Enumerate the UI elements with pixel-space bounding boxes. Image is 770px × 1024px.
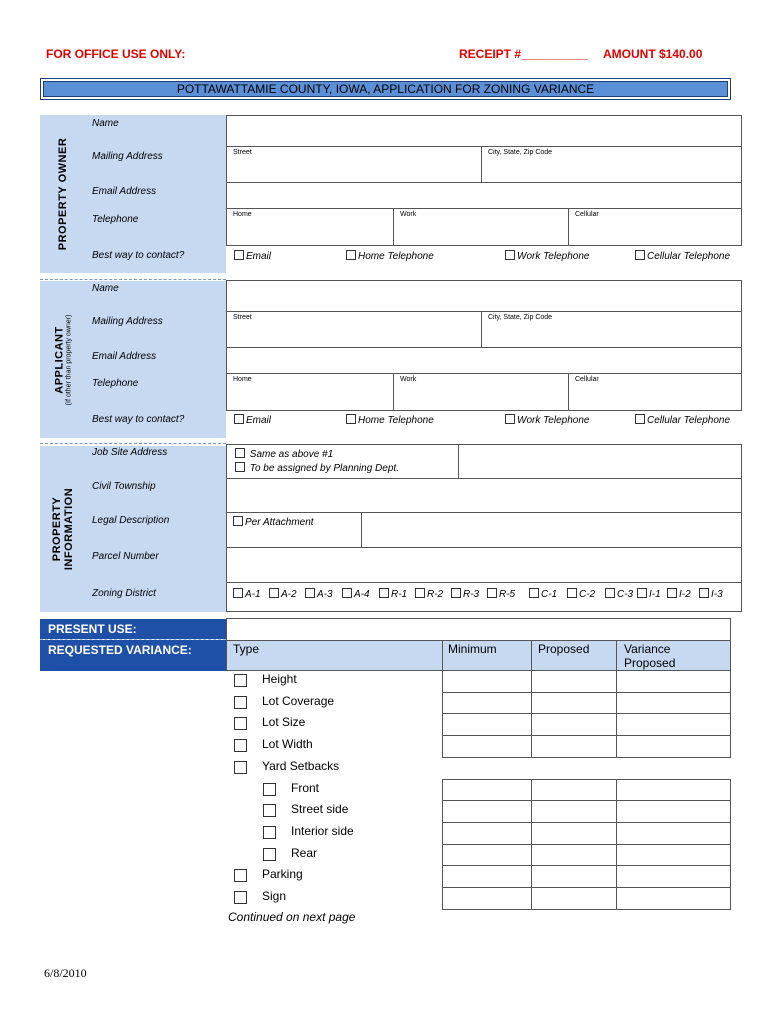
applicant-cell-caption: Cellular <box>575 376 599 383</box>
checkbox-icon[interactable] <box>235 448 245 458</box>
zoning-option-c-1[interactable] <box>529 588 557 600</box>
present-use-field[interactable] <box>226 618 731 641</box>
checkbox-icon[interactable] <box>234 674 247 687</box>
checkbox-icon[interactable] <box>234 891 247 904</box>
variance-type-label: Parking <box>262 867 303 882</box>
option-label: Home Telephone <box>358 415 434 426</box>
zoning-option-label: R-2 <box>427 589 444 600</box>
zoning-option-i-3[interactable] <box>699 588 723 600</box>
proposed-cell[interactable] <box>531 713 618 736</box>
zoning-option-label: R-1 <box>391 589 408 600</box>
owner-name-label: Name <box>92 118 119 129</box>
applicant-section-title: APPLICANT <box>53 325 66 394</box>
per-attachment-option[interactable] <box>233 516 314 528</box>
footer-date: 6/8/2010 <box>44 966 87 980</box>
owner-home-caption: Home <box>233 211 252 218</box>
checkbox-icon[interactable] <box>235 462 245 472</box>
owner-section-bar <box>40 115 86 273</box>
zoning-option-label: C-1 <box>541 589 558 600</box>
checkbox-icon[interactable] <box>605 588 615 598</box>
owner-home-phone-field[interactable] <box>226 208 394 246</box>
proposed-cell[interactable] <box>531 692 618 715</box>
variance-cell[interactable] <box>616 865 731 888</box>
applicant-section-bar <box>40 281 86 438</box>
applicant-contact-label: Best way to contact? <box>92 414 185 425</box>
checkbox-icon[interactable] <box>667 588 677 598</box>
minimum-cell[interactable] <box>442 844 533 867</box>
owner-mailing-label: Mailing Address <box>92 151 163 162</box>
option-label: Work Telephone <box>517 251 590 262</box>
checkbox-icon[interactable] <box>234 761 247 774</box>
zoning-option-label: A-4 <box>354 589 370 600</box>
owner-contact-cell-option[interactable] <box>635 250 730 262</box>
checkbox-icon[interactable] <box>699 588 709 598</box>
present-use-label: PRESENT USE: <box>48 622 137 636</box>
variance-type-label: Rear <box>291 845 318 860</box>
applicant-street-field[interactable] <box>226 311 482 348</box>
minimum-cell[interactable] <box>442 865 533 888</box>
applicant-city-field[interactable] <box>481 311 742 348</box>
checkbox-icon[interactable] <box>451 588 461 598</box>
owner-street-caption: Street <box>233 149 252 156</box>
job-site-options-cell <box>226 444 459 479</box>
applicant-email-label: Email Address <box>92 351 157 362</box>
applicant-name-field[interactable] <box>226 280 742 312</box>
checkbox-icon[interactable] <box>637 588 647 598</box>
checkbox-icon[interactable] <box>635 250 645 260</box>
to-be-assigned-option[interactable] <box>235 462 399 474</box>
township-field[interactable] <box>226 478 742 513</box>
applicant-email-field[interactable] <box>226 347 742 374</box>
owner-contact-work-option[interactable] <box>505 250 589 262</box>
applicant-work-phone-field[interactable] <box>393 373 569 411</box>
zoning-option-label: A-2 <box>281 589 297 600</box>
minimum-cell[interactable] <box>442 800 533 823</box>
header-divider <box>442 640 443 671</box>
variance-type-label: Height <box>262 672 297 686</box>
minimum-cell[interactable] <box>442 822 533 845</box>
applicant-contact-work-option[interactable] <box>505 414 589 426</box>
section-divider <box>40 443 226 444</box>
zoning-option-label: R-5 <box>499 589 516 600</box>
option-label: Cellular Telephone <box>647 415 731 426</box>
zoning-option-label: I-2 <box>679 589 691 600</box>
owner-contact-email-option[interactable] <box>234 250 271 262</box>
checkbox-icon[interactable] <box>234 739 247 752</box>
property-section-bar <box>40 446 86 612</box>
applicant-contact-cell-option[interactable] <box>635 414 730 426</box>
zoning-option-a-1[interactable] <box>233 588 261 600</box>
minimum-cell[interactable] <box>442 887 533 910</box>
legal-description-field[interactable] <box>361 512 742 548</box>
zoning-option-label: A-1 <box>245 589 261 600</box>
checkbox-icon[interactable] <box>567 588 577 598</box>
checkbox-icon[interactable] <box>263 804 276 817</box>
applicant-section-label <box>54 314 73 405</box>
zoning-district-field <box>226 582 742 612</box>
type-header: Type <box>233 642 260 656</box>
owner-work-caption: Work <box>400 211 417 218</box>
proposed-cell[interactable] <box>531 670 618 693</box>
applicant-contact-email-option[interactable] <box>234 414 271 426</box>
proposed-header: Proposed <box>538 642 590 656</box>
owner-contact-home-option[interactable] <box>346 250 434 262</box>
township-label: Civil Township <box>92 481 156 492</box>
checkbox-icon[interactable] <box>342 588 352 598</box>
owner-name-field[interactable] <box>226 115 742 147</box>
variance-cell[interactable] <box>616 670 731 693</box>
zoning-option-r-1[interactable] <box>379 588 407 600</box>
variance-type-label: Sign <box>262 889 287 903</box>
zoning-option-r-5[interactable] <box>487 588 515 600</box>
proposed-cell[interactable] <box>531 779 618 802</box>
checkbox-icon[interactable] <box>234 717 247 730</box>
owner-city-caption: City, State, Zip Code <box>488 149 553 156</box>
owner-cell-phone-field[interactable] <box>568 208 742 246</box>
applicant-section-subtitle: (If other than property owner) <box>65 314 73 405</box>
checkbox-icon[interactable] <box>505 414 515 424</box>
per-attachment-cell <box>226 512 362 548</box>
option-label: Home Telephone <box>358 251 434 262</box>
variance-cell[interactable] <box>616 779 731 802</box>
requested-variance-label: REQUESTED VARIANCE: <box>48 643 192 657</box>
checkbox-icon[interactable] <box>263 848 276 861</box>
applicant-name-label: Name <box>92 283 119 294</box>
zoning-option-i-2[interactable] <box>667 588 691 600</box>
zoning-district-label: Zoning District <box>92 588 156 599</box>
checkbox-icon[interactable] <box>233 516 243 526</box>
variance-cell[interactable] <box>616 692 731 715</box>
office-use-label: FOR OFFICE USE ONLY: <box>46 47 186 61</box>
option-label: Email <box>246 415 272 426</box>
section-divider <box>40 279 226 280</box>
owner-email-field[interactable] <box>226 182 742 209</box>
variance-cell[interactable] <box>616 822 731 845</box>
variance-type-label: Lot Coverage <box>262 693 335 708</box>
variance-type-label: Front <box>291 780 320 795</box>
zoning-option-label: I-1 <box>649 589 661 600</box>
form-title: POTTAWATTAMIE COUNTY, IOWA, APPLICATION FOR ZONING VARIANCE <box>176 82 595 96</box>
zoning-option-i-1[interactable] <box>637 588 661 600</box>
option-label: Per Attachment <box>245 517 314 528</box>
parcel-number-field[interactable] <box>226 547 742 583</box>
header-divider <box>531 640 532 671</box>
zoning-option-r-3[interactable] <box>451 588 479 600</box>
minimum-header: Minimum <box>448 642 497 656</box>
continued-note: Continued on next page <box>228 910 356 924</box>
variance-type-label: Lot Width <box>262 737 313 752</box>
owner-cell-caption: Cellular <box>575 211 599 218</box>
zoning-option-label: A-3 <box>317 589 333 600</box>
checkbox-icon[interactable] <box>305 588 315 598</box>
legal-description-label: Legal Description <box>92 515 170 526</box>
applicant-street-caption: Street <box>233 314 252 321</box>
checkbox-icon[interactable] <box>529 588 539 598</box>
variance-proposed-header: Variance Proposed <box>624 642 676 670</box>
checkbox-icon[interactable] <box>346 414 356 424</box>
proposed-cell[interactable] <box>531 735 618 758</box>
option-label: Cellular Telephone <box>647 251 731 262</box>
zoning-option-label: C-2 <box>579 589 596 600</box>
zoning-option-a-3[interactable] <box>305 588 333 600</box>
applicant-telephone-label: Telephone <box>92 378 139 389</box>
owner-street-field[interactable] <box>226 146 482 183</box>
parcel-number-label: Parcel Number <box>92 551 159 562</box>
job-site-label: Job Site Address <box>92 447 168 458</box>
checkbox-icon[interactable] <box>379 588 389 598</box>
property-section-title-2: INFORMATION <box>63 487 75 571</box>
minimum-cell[interactable] <box>442 670 533 693</box>
applicant-contact-home-option[interactable] <box>346 414 434 426</box>
option-label: Email <box>246 251 272 262</box>
zoning-option-label: R-3 <box>463 589 480 600</box>
zoning-option-label: I-3 <box>711 589 723 600</box>
proposed-cell[interactable] <box>531 822 618 845</box>
variance-type-label: Lot Size <box>262 715 306 730</box>
owner-work-phone-field[interactable] <box>393 208 569 246</box>
form-title-bar <box>40 78 731 100</box>
owner-contact-label: Best way to contact? <box>92 250 185 261</box>
checkbox-icon[interactable] <box>263 826 276 839</box>
applicant-home-phone-field[interactable] <box>226 373 394 411</box>
checkbox-icon[interactable] <box>505 250 515 260</box>
checkbox-icon[interactable] <box>233 588 243 598</box>
proposed-cell[interactable] <box>531 844 618 867</box>
zoning-option-a-2[interactable] <box>269 588 297 600</box>
option-label: To be assigned by Planning Dept. <box>249 463 399 474</box>
variance-cell[interactable] <box>616 713 731 736</box>
zoning-option-c-3[interactable] <box>605 588 633 600</box>
checkbox-icon[interactable] <box>234 414 244 424</box>
checkbox-icon[interactable] <box>234 696 247 709</box>
variance-cell[interactable] <box>616 887 731 910</box>
applicant-mailing-label: Mailing Address <box>92 316 163 327</box>
variance-cell[interactable] <box>616 844 731 867</box>
proposed-cell[interactable] <box>531 800 618 823</box>
applicant-city-caption: City, State, Zip Code <box>488 314 553 321</box>
zoning-option-r-2[interactable] <box>415 588 443 600</box>
same-as-above-option[interactable] <box>235 448 333 460</box>
present-use-bar <box>40 619 226 639</box>
checkbox-icon[interactable] <box>234 869 247 882</box>
checkbox-icon[interactable] <box>346 250 356 260</box>
owner-city-field[interactable] <box>481 146 742 183</box>
header-divider <box>616 640 617 671</box>
amount-label: AMOUNT $140.00 <box>603 47 703 61</box>
variance-cell[interactable] <box>616 800 731 823</box>
minimum-cell[interactable] <box>442 735 533 758</box>
job-site-address-field[interactable] <box>458 444 742 479</box>
proposed-cell[interactable] <box>531 865 618 888</box>
applicant-home-caption: Home <box>233 376 252 383</box>
owner-telephone-label: Telephone <box>92 214 139 225</box>
zoning-option-c-2[interactable] <box>567 588 595 600</box>
variance-type-label: Street side <box>291 802 349 817</box>
minimum-cell[interactable] <box>442 692 533 715</box>
property-section-label <box>51 488 75 570</box>
owner-email-label: Email Address <box>92 186 157 197</box>
checkbox-icon[interactable] <box>487 588 497 598</box>
checkbox-icon[interactable] <box>263 783 276 796</box>
option-label: Same as above #1 <box>249 449 334 460</box>
proposed-cell[interactable] <box>531 887 618 910</box>
applicant-cell-phone-field[interactable] <box>568 373 742 411</box>
checkbox-icon[interactable] <box>415 588 425 598</box>
property-section-title-1: PROPERTY <box>51 496 63 562</box>
owner-section-label: PROPERTY OWNER <box>57 137 69 251</box>
zoning-option-label: C-3 <box>617 589 634 600</box>
variance-type-label: Yard Setbacks <box>262 758 340 773</box>
checkbox-icon[interactable] <box>269 588 279 598</box>
receipt-label: RECEIPT #__________ <box>459 47 588 61</box>
minimum-cell[interactable] <box>442 713 533 736</box>
option-label: Work Telephone <box>517 415 590 426</box>
checkbox-icon[interactable] <box>234 250 244 260</box>
checkbox-icon[interactable] <box>635 414 645 424</box>
variance-type-label: Interior side <box>291 823 354 838</box>
variance-cell[interactable] <box>616 735 731 758</box>
requested-variance-bar <box>40 640 226 671</box>
applicant-work-caption: Work <box>400 376 417 383</box>
zoning-option-a-4[interactable] <box>342 588 370 600</box>
minimum-cell[interactable] <box>442 779 533 802</box>
